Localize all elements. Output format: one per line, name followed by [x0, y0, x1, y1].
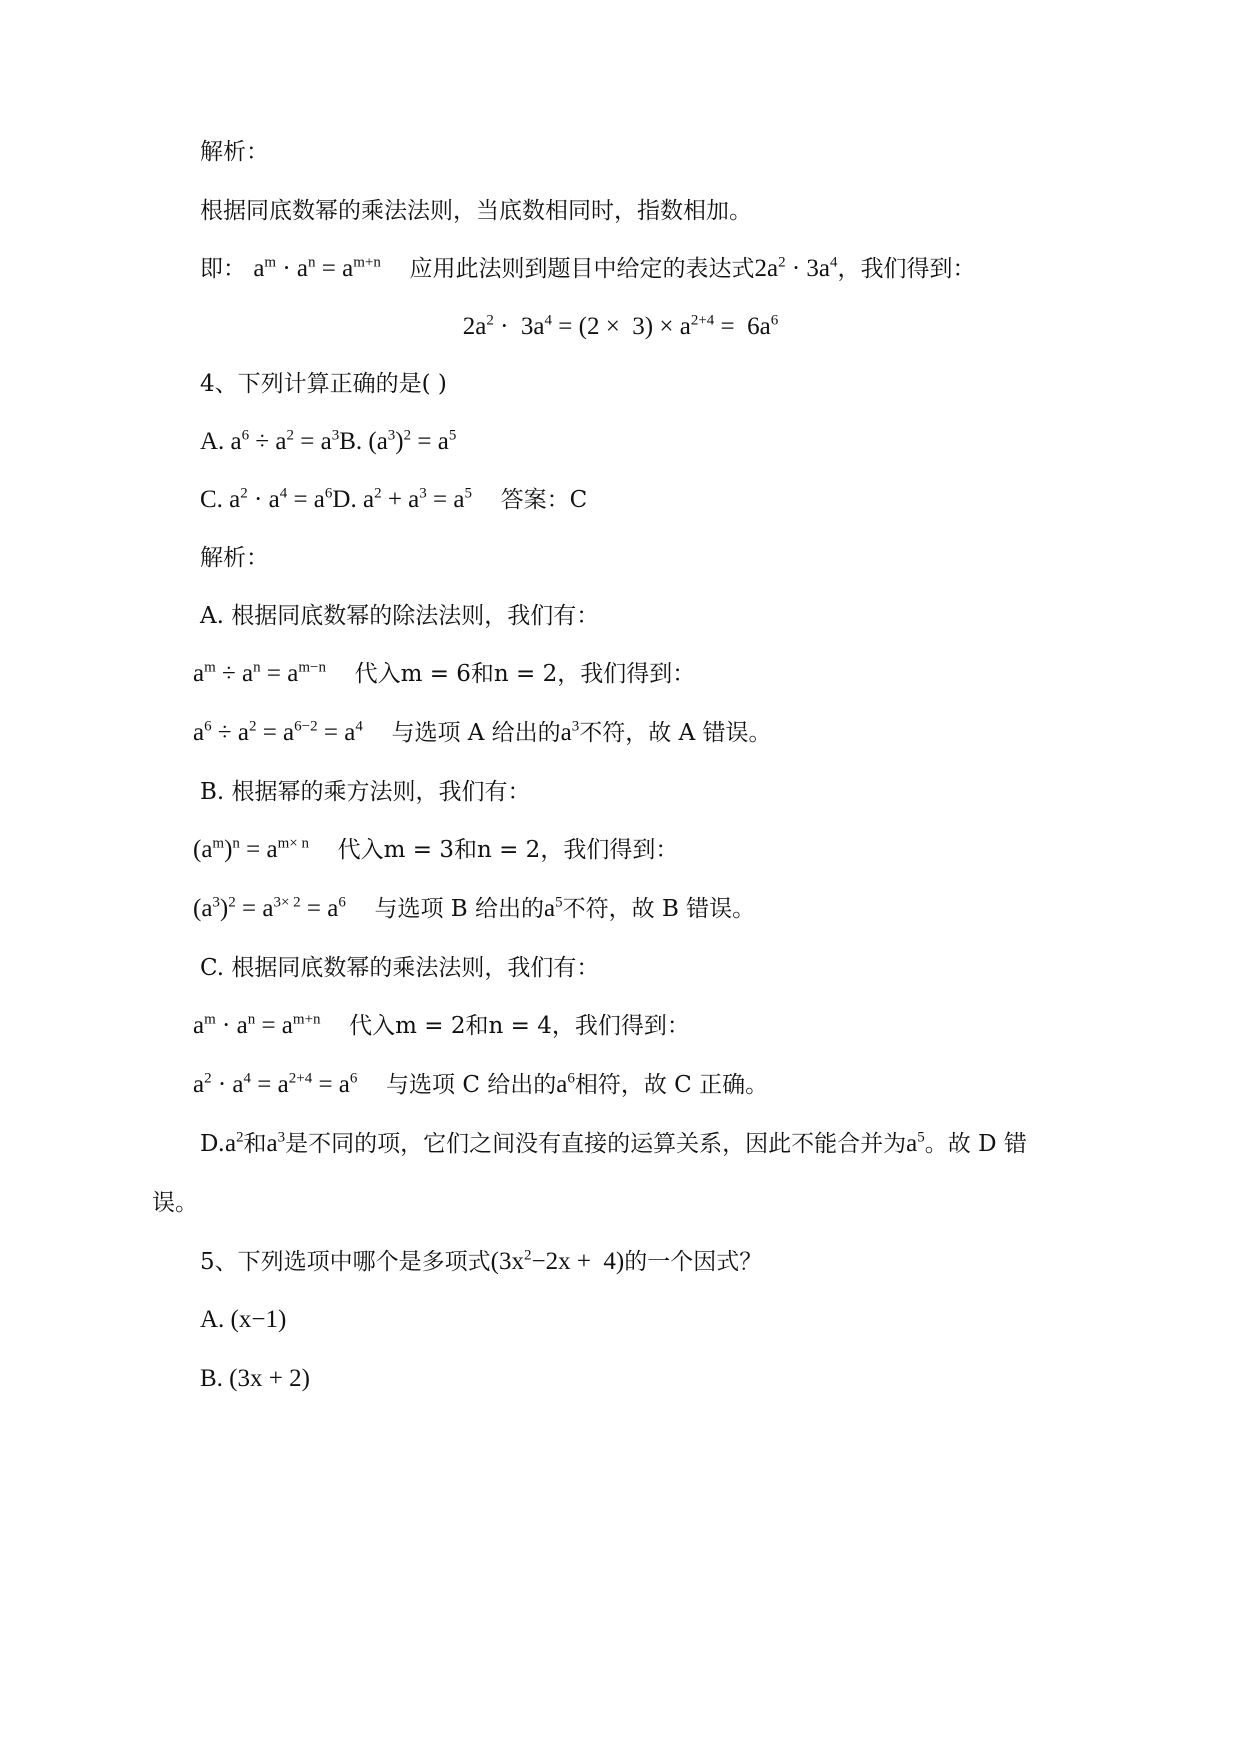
question-4: 4、下列计算正确的是( ) [200, 371, 447, 397]
q5-option-b: B. (3x + 2) [200, 1365, 310, 1392]
q5-option-a: A. (x−1) [200, 1306, 287, 1333]
option-a-result: $a^6 \div a^2 = a^{6-2} = a^4$ 与选项 A 给出的$a^3$不符，故 A 错误。 [193, 718, 772, 746]
q4-options-cd: C. $a^2 \cdot a^4 = a^6D$. $a^2 + a^3 = a^5$ 答案：C [200, 485, 588, 513]
q4-options-ab: A. $a^6 \div a^2 = a^3B$. $(a^3)^2 = a^5$ [200, 427, 457, 455]
expression: $2a^2 \cdot 3a^4$ [754, 254, 838, 282]
question-5: 5、下列选项中哪个是多项式$(3x^2-2x + 4)$的一个因式？ [200, 1247, 763, 1275]
analysis-heading-2: 解析： [200, 545, 269, 571]
analysis-heading-1: 解析： [200, 139, 269, 165]
option-b-rule: $(a^m)^n = a^{m\times n}$ 代入m = 3和n = 2，我们得到： [193, 835, 679, 863]
option-b-heading: B. 根据幂的乘方法则，我们有： [200, 779, 531, 805]
rule-statement: 根据同底数幂的乘法法则，当底数相同时，指数相加。 [200, 198, 752, 224]
rule-formula-line [200, 254, 976, 284]
option-d-line1: $D.a^2$和$a^3$是不同的项，它们之间没有直接的运算关系，因此不能合并为$a^5$。故 D 错 [200, 1129, 1027, 1157]
formula-product-rule: $a^m \cdot a^n = a^{m+n}$ [253, 254, 381, 282]
option-d-line2: 误。 [152, 1190, 198, 1216]
option-b-result: $(a^3)^2 = a^{3\times 2} = a^6$ 与选项 B 给出的$a^5$不符，故 B 错误。 [193, 894, 756, 922]
option-a-rule: $a^m \div a^n = a^{m-n}$ 代入m = 6和n = 2，我们得到： [193, 659, 696, 687]
option-c-heading: C. 根据同底数幂的乘法法则，我们有： [200, 955, 600, 981]
option-c-rule: $a^m \cdot a^n = a^{m+n}$ 代入m = 2和n = 4，我们得到： [193, 1011, 690, 1039]
prefix-text: 即： [200, 256, 246, 282]
option-a-heading: A. 根据同底数幂的除法法则，我们有： [200, 603, 600, 629]
suffix-text: ，我们得到： [837, 256, 976, 282]
option-c-result: $a^2 \cdot a^4 = a^{2+4} = a^6$ 与选项 C 给出的$a^6$相符，故 C 正确。 [193, 1070, 769, 1098]
centered-equation: $2a^2 \cdot 3a^4 = (2 \times 3) \times a^{2+4} = 6a^6$ [462, 312, 779, 340]
apply-text: 应用此法则到题目中给定的表达式 [409, 256, 755, 282]
q4-answer: 答案：C [500, 487, 588, 513]
